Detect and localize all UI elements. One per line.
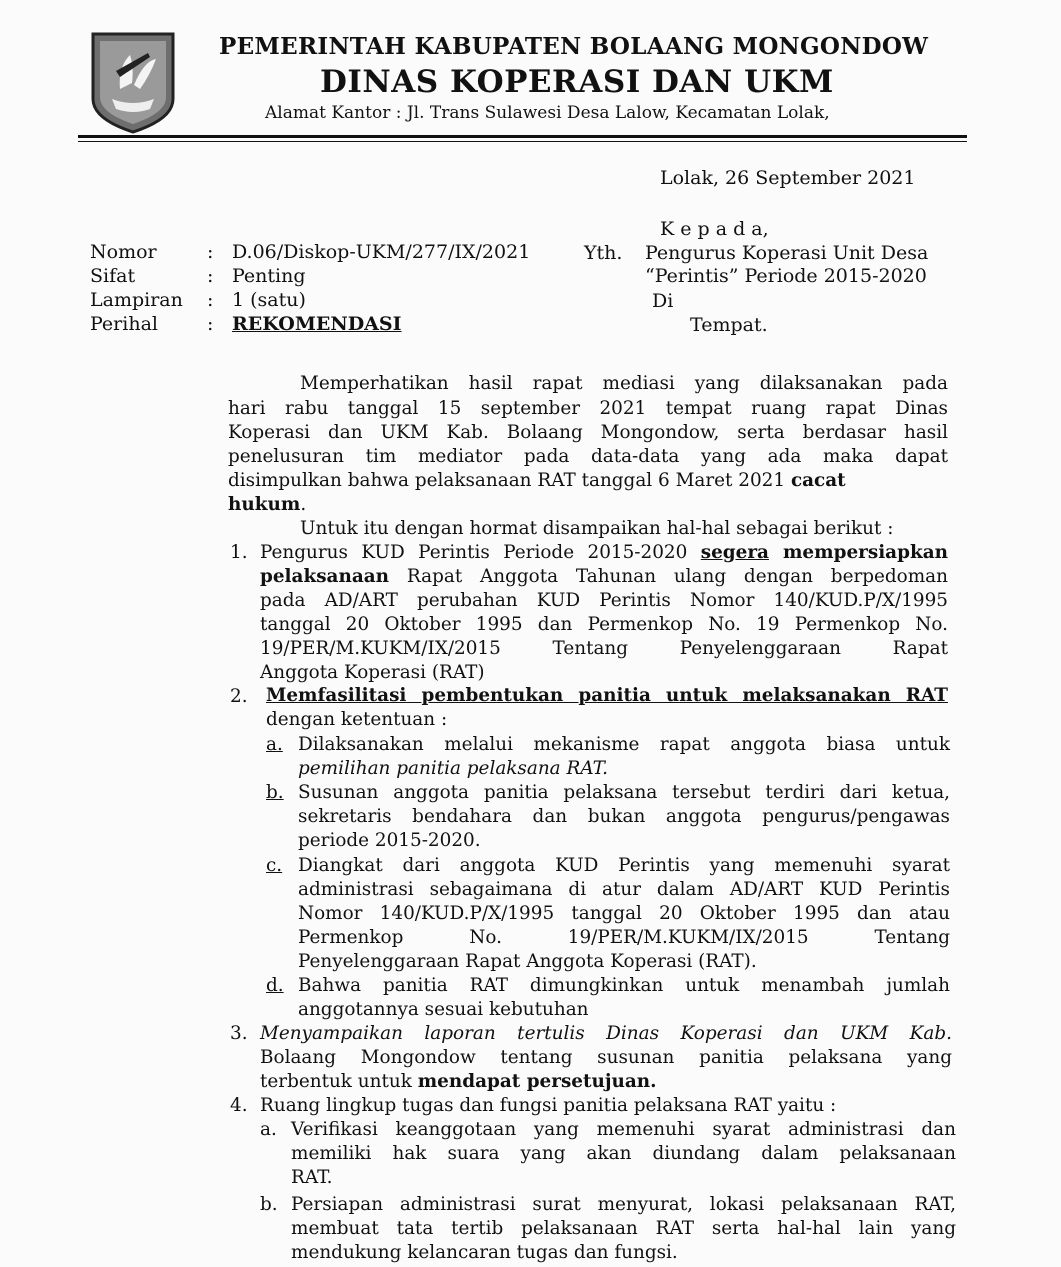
perihal-label: Perihal — [90, 313, 158, 335]
item-4b-line-1: Persiapan administrasi surat menyurat, lokasi pelaksanaan RAT, — [291, 1194, 956, 1215]
item-2d-line-2: anggotannya sesuai kebutuhan — [298, 999, 589, 1020]
item-2c-line-4: Permenkop No. 19/PER/M.KUKM/IX/2015 Tentang — [298, 927, 950, 948]
item-2b-line-1: Susunan anggota panitia pelaksana tersebut terdiri dari ketua, — [298, 782, 950, 803]
item-2c-line-2: administrasi sebagaimana di atur dalam AD/ART KUD Perintis — [298, 879, 950, 900]
recipient-kepada: K e p a d a, — [660, 218, 769, 240]
paragraph-1-hukum: hukum — [228, 494, 301, 515]
item-1-segera: segera — [700, 542, 769, 563]
item-2c-line-3: Nomor 140/KUD.P/X/1995 tanggal 20 Oktober 1995 dan atau — [298, 903, 950, 924]
paragraph-1-line-6 — [228, 494, 306, 515]
recipient-line-1: Pengurus Koperasi Unit Desa — [645, 242, 929, 264]
header-office-name: DINAS KOPERASI DAN UKM — [320, 64, 834, 100]
item-4a-line-3: RAT. — [291, 1167, 333, 1188]
item-4b-line-3: mendukung kelancaran tugas dan fungsi. — [291, 1242, 678, 1263]
item-2c-line-1: Diangkat dari anggota KUD Perintis yang memenuhi syarat — [298, 855, 950, 876]
item-1-number: 1. — [230, 542, 248, 563]
item-2d-line-1: Bahwa panitia RAT dimungkinkan untuk menambah jumlah — [298, 975, 950, 996]
header-divider-thin — [78, 141, 967, 142]
item-2a-line-2: pemilihan panitia pelaksana RAT. — [298, 758, 609, 779]
item-3-number: 3. — [230, 1023, 248, 1044]
item-3-mendapat-persetujuan: mendapat persetujuan. — [417, 1071, 657, 1092]
paragraph-1-period: . — [300, 494, 307, 515]
item-4a-marker: a. — [260, 1119, 277, 1140]
item-2a-marker: a. — [266, 734, 283, 755]
perihal-colon: : — [207, 313, 214, 335]
paragraph-2: Untuk itu dengan hormat disampaikan hal-hal sebagai berikut : — [300, 518, 894, 539]
paragraph-1-line-5 — [228, 470, 846, 491]
lampiran-value: 1 (satu) — [232, 289, 306, 311]
item-2c-line-5: Penyelenggaraan Rapat Anggota Koperasi (RAT). — [298, 951, 757, 972]
item-1-pelaksanaan: pelaksanaan — [260, 566, 390, 587]
item-2a-line-1: Dilaksanakan melalui mekanisme rapat anggota biasa untuk — [298, 734, 950, 755]
nomor-colon: : — [207, 241, 214, 263]
recipient-di: Di — [652, 290, 674, 312]
paragraph-1-cacat: cacat — [790, 470, 846, 491]
item-4-line-1: Ruang lingkup tugas dan fungsi panitia pelaksana RAT yaitu : — [260, 1095, 837, 1116]
header-address: Alamat Kantor : Jl. Trans Sulawesi Desa Lalow, Kecamatan Lolak, — [265, 103, 830, 123]
paragraph-1-line-2: hari rabu tanggal 15 september 2021 tempat ruang rapat Dinas — [228, 398, 948, 419]
item-4a-line-2: memiliki hak suara yang akan diundang dalam pelaksanaan — [291, 1143, 956, 1164]
lampiran-colon: : — [207, 289, 214, 311]
header-divider-thick — [78, 135, 967, 138]
item-1-line-1 — [260, 542, 948, 563]
regency-emblem-logo — [90, 31, 176, 134]
recipient-line-2: “Perintis” Periode 2015-2020 — [645, 265, 927, 287]
item-3-line-3 — [260, 1071, 657, 1092]
item-1-line-6: Anggota Koperasi (RAT) — [260, 662, 485, 683]
item-2d-marker: d. — [266, 975, 284, 996]
paragraph-1-line-5-text: disimpulkan bahwa pelaksanaan RAT tanggal 6 Maret 2021 — [228, 470, 791, 491]
lampiran-label: Lampiran — [90, 289, 183, 311]
paragraph-1-line-1: Memperhatikan hasil rapat mediasi yang dilaksanakan pada — [300, 373, 948, 394]
item-2b-line-3: periode 2015-2020. — [298, 830, 481, 851]
recipient-yth: Yth. — [584, 242, 623, 264]
sifat-value: Penting — [232, 265, 306, 287]
item-1-line-4: tanggal 20 Oktober 1995 dan Permenkop No. 19 Permenkop No. — [260, 614, 948, 635]
item-4a-line-1: Verifikasi keanggotaan yang memenuhi syarat administrasi dan — [291, 1119, 956, 1140]
item-2b-line-2: sekretaris bendahara dan bukan anggota pengurus/pengawas — [298, 806, 950, 827]
item-4b-marker: b. — [260, 1194, 278, 1215]
item-1-line-3: pada AD/ART perubahan KUD Perintis Nomor 140/KUD.P/X/1995 — [260, 590, 948, 611]
item-3-line-2: Bolaang Mongondow tentang susunan panitia pelaksana yang — [260, 1047, 952, 1068]
paragraph-1-line-3: Koperasi dan UKM Kab. Bolaang Mongondow, serta berdasar hasil — [228, 422, 948, 443]
item-1-line-5: 19/PER/M.KUKM/IX/2015 Tentang Penyelenggaraan Rapat — [260, 638, 948, 659]
item-3-line-3-text: terbentuk untuk — [260, 1071, 418, 1092]
letter-date: Lolak, 26 September 2021 — [660, 167, 916, 189]
item-1-mempersiapkan: mempersiapkan — [768, 542, 948, 563]
item-1-line-2-text: Rapat Anggota Tahunan ulang dengan berpedoman — [389, 566, 948, 587]
header-government-name: PEMERINTAH KABUPATEN BOLAANG MONGONDOW — [219, 33, 929, 60]
item-2-number: 2. — [230, 686, 248, 707]
paragraph-1-line-4: penelusuran tim mediator pada data-data yang ada maka dapat — [228, 446, 948, 467]
sifat-label: Sifat — [90, 265, 136, 287]
item-2c-marker: c. — [266, 855, 283, 876]
item-4-number: 4. — [230, 1095, 248, 1116]
item-2-line-2: dengan ketentuan : — [266, 709, 448, 730]
item-2-line-1: Memfasilitasi pembentukan panitia untuk melaksanakan RAT — [266, 685, 948, 706]
perihal-value: REKOMENDASI — [232, 313, 402, 335]
item-1-line-1-text: Pengurus KUD Perintis Periode 2015-2020 — [260, 542, 701, 563]
item-1-line-2 — [260, 566, 948, 587]
item-4b-line-2: membuat tata tertib pelaksanaan RAT serta hal-hal lain yang — [291, 1218, 956, 1239]
recipient-tempat: Tempat. — [690, 314, 768, 336]
nomor-label: Nomor — [90, 241, 157, 263]
item-3-line-1: Menyampaikan laporan tertulis Dinas Koperasi dan UKM Kab. — [260, 1023, 952, 1044]
sifat-colon: : — [207, 265, 214, 287]
item-2b-marker: b. — [266, 782, 284, 803]
nomor-value: D.06/Diskop-UKM/277/IX/2021 — [232, 241, 531, 263]
